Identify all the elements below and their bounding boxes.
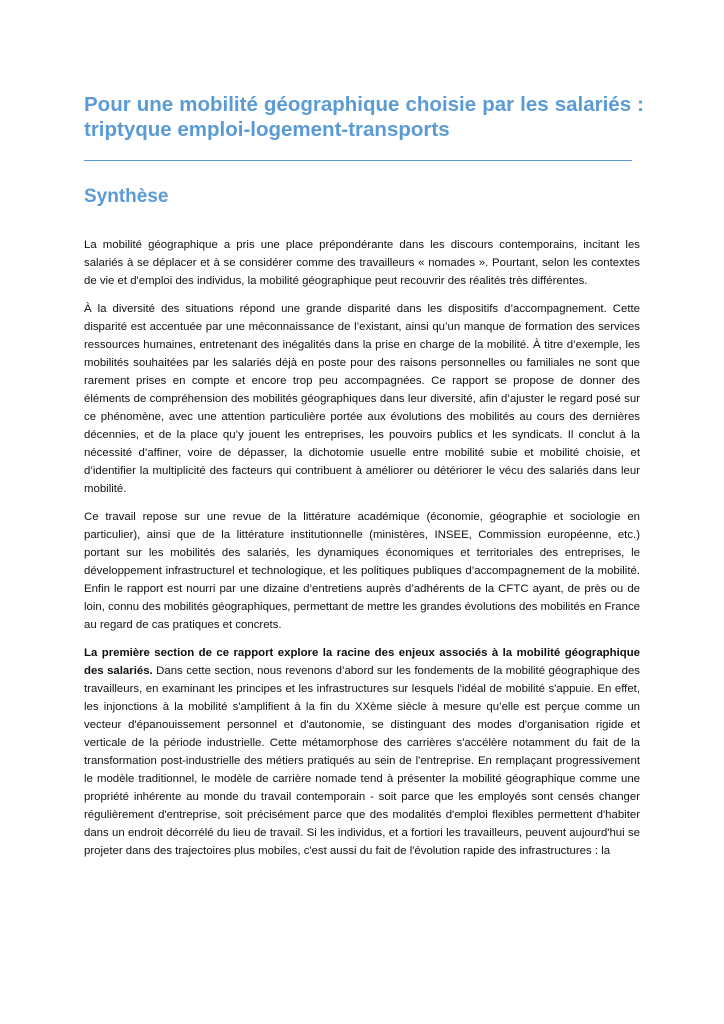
paragraph: La mobilité géographique a pris une place prépondérante dans les discours contemporains, incitant les salariés à se déplacer et à se considérer comme des travailleurs « nomades ». Pourtant, selon les contextes de vie et d'emploi des individus, la mobilité géographique peut recouvrir des réalités très différentes. <box>84 239 640 287</box>
document-title: Pour une mobilité géographique choisie par les salariés : triptyque emploi-logement-transports <box>84 93 644 141</box>
paragraph-section-one <box>84 644 640 860</box>
document-body <box>84 236 640 870</box>
paragraph-text: Dans cette section, nous revenons d’abord sur les fondements de la mobilité géographique des travailleurs, en examinant les principes et les infrastructures sur lesquels l'idéal de mobilité s'appuie. En effet, les injonctions à la mobilité s'amplifient à la fin du XXème siècle à mesure qu’elle est perçue comme un vecteur d'épanouissement personnel et d'autonomie, se distinguant des modes d'organisation rigide et verticale de la période industrielle. Cette métamorphose des carrières s'accélère notamment du fait de la transformation post-industrielle des métiers pratiqués au sein de l'entreprise. En remplaçant progressivement le modèle traditionnel, le modèle de carrière nomade tend à présenter la mobilité géographique comme une propriété inhérente au monde du travail contemporain - soit parce que les employés sont censés changer régulièrement d'entreprise, soit précisément parce que des modalités d'emploi flexibles permettent d'habiter dans un endroit décorrélé du lieu de travail. Si les individus, et a fortiori les travailleurs, peuvent aujourd'hui se projeter dans des trajectoires plus mobiles, c'est aussi du fait de l'évolution rapide des infrastructures : la <box>84 665 640 857</box>
paragraph-lead-bold: La première section de ce rapport explore la racine des enjeux associés à la mobilité géographique des salariés. <box>84 647 640 677</box>
paragraph: Ce travail repose sur une revue de la littérature académique (économie, géographie et sociologie en particulier), ainsi que de la littérature institutionnelle (ministères, INSEE, Commission européenne, etc.) portant sur les mobilités des salariés, les dynamiques économiques et territoriales des entreprises, le développement infrastructurel et technologique, et les politiques publiques d’accompagnement de la mobilité. Enfin le rapport est nourri par une dizaine d’entretiens auprès d’adhérents de la CFTC ayant, de près ou de loin, connu des mobilités géographiques, permettant de mettre les grandes évolutions des mobilités en France au regard de cas pratiques et concrets. <box>84 511 640 631</box>
paragraph: À la diversité des situations répond une grande disparité dans les dispositifs d’accompagnement. Cette disparité est accentuée par une méconnaissance de l’existant, ainsi qu’un manque de formation des services ressources humaines, entretenant des inégalités dans la prise en charge de la mobilité. À titre d’exemple, les mobilités souhaitées par les salariés déjà en poste pour des raisons personnelles ou familiales ne sont que rarement prises en compte et encore trop peu accompagnées. Ce rapport se propose de donner des éléments de compréhension des mobilités géographiques dans leur diversité, afin d’ajuster le regard posé sur ce phénomène, avec une attention particulière portée aux évolutions des mobilités au cours des dernières décennies, et de la place qu’y jouent les entreprises, les pouvoirs publics et les syndicats. Il conclut à la nécessité d’affiner, voire de dépasser, la dichotomie usuelle entre mobilité subie et mobilité choisie, et d’identifier la multiplicité des facteurs qui contribuent à améliorer ou détériorer le vécu des salariés dans leur mobilité. <box>84 303 640 495</box>
title-divider <box>84 160 632 161</box>
section-heading: Synthèse <box>84 186 169 207</box>
